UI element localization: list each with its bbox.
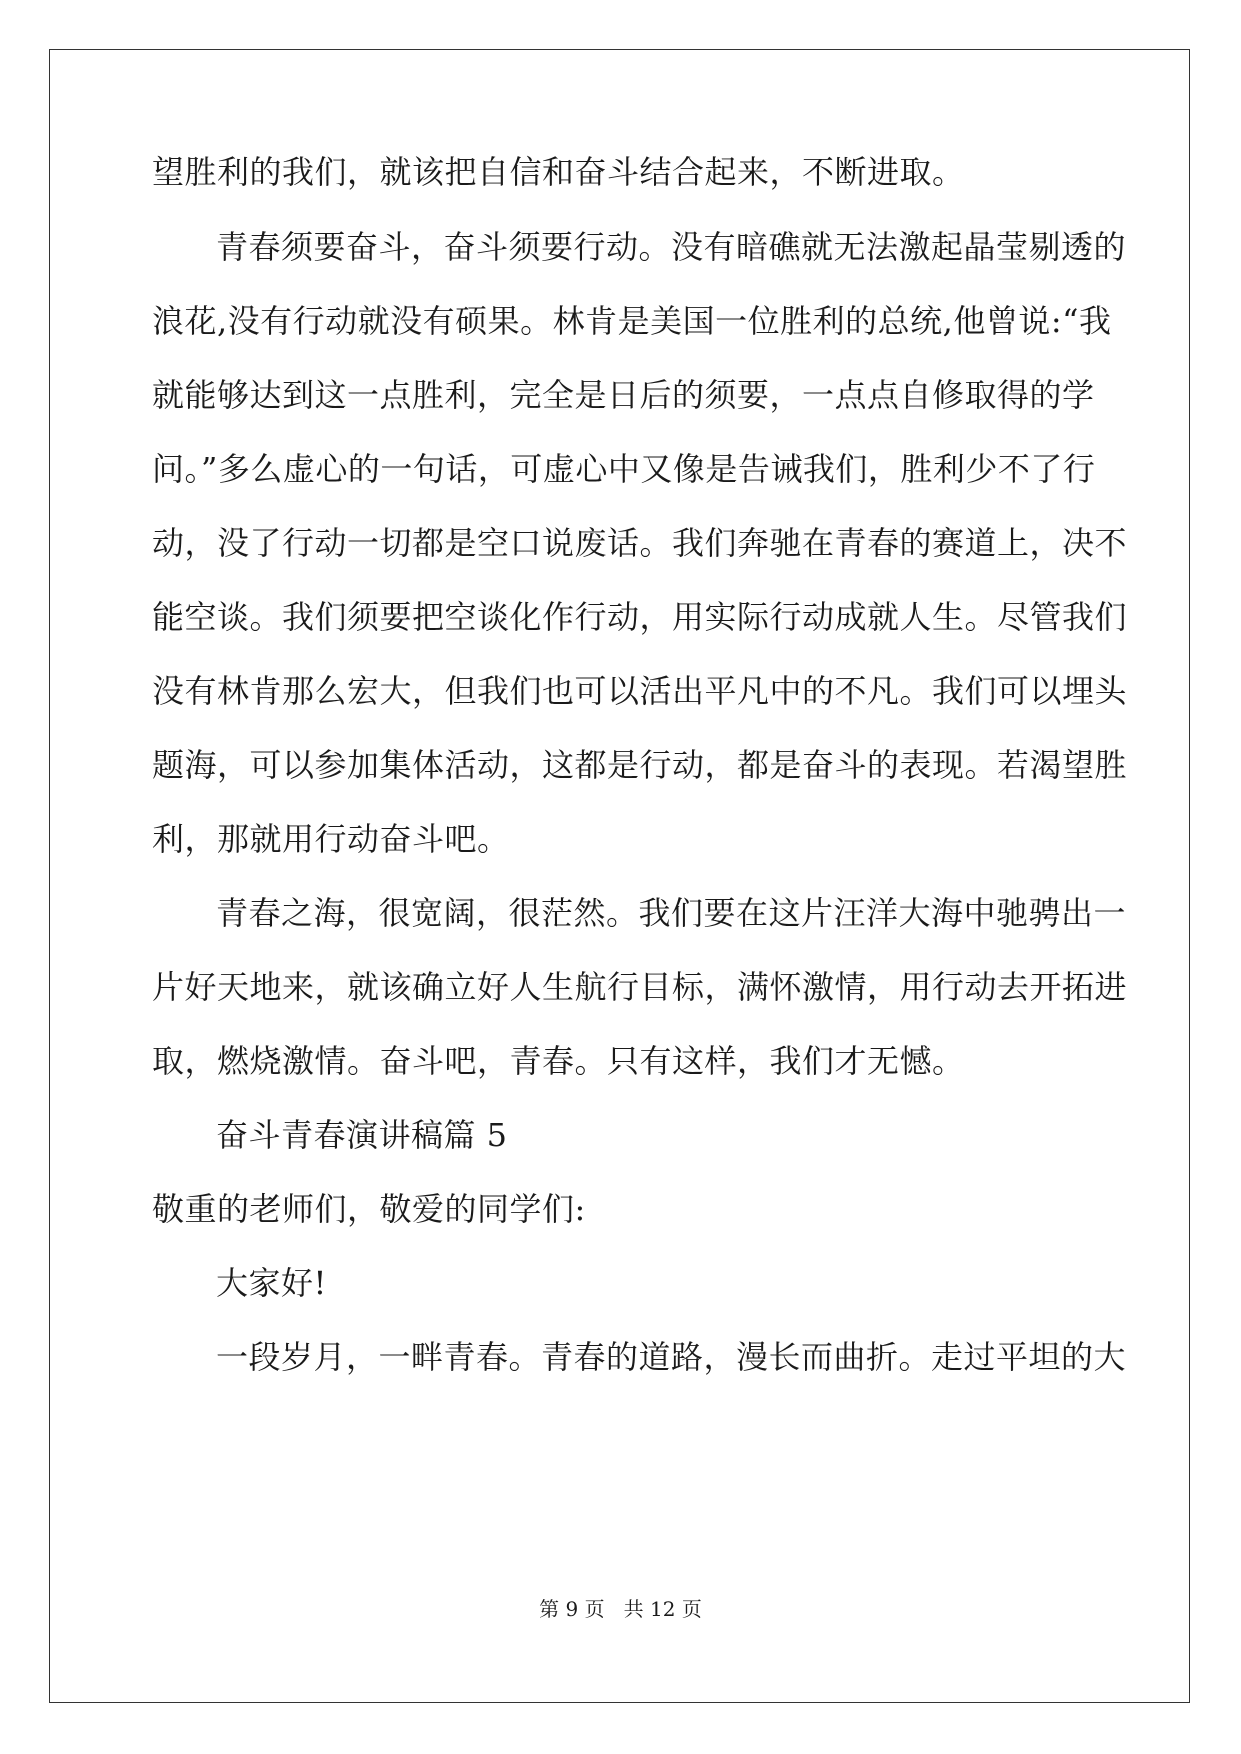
page-number-footer: 第 9 页 共 12 页 (539, 1597, 702, 1621)
text-line: 没有林肯那么宏大，但我们也可以活出平凡中的不凡。我们可以埋头 (152, 672, 1128, 710)
greeting: 大家好! (216, 1264, 327, 1302)
text-line: 能空谈。我们须要把空谈化作行动，用实际行动成就人生。尽管我们 (152, 598, 1128, 636)
text-line: 片好天地来，就该确立好人生航行目标，满怀激情，用行动去开拓进 (152, 968, 1128, 1006)
text-line: 取，燃烧激情。奋斗吧，青春。只有这样，我们才无憾。 (152, 1042, 965, 1080)
text-line: 题海，可以参加集体活动，这都是行动，都是奋斗的表现。若渴望胜 (152, 746, 1128, 784)
text-line: 就能够达到这一点胜利，完全是日后的须要，一点点自修取得的学 (152, 376, 1095, 414)
text-line: 动，没了行动一切都是空口说废话。我们奔驰在青春的赛道上，决不 (152, 524, 1128, 562)
page-border (49, 49, 1190, 1703)
paragraph-line: 青春须要奋斗，奋斗须要行动。没有暗礁就无法激起晶莹剔透的 (216, 228, 1127, 266)
salutation: 敬重的老师们，敬爱的同学们: (152, 1190, 586, 1228)
paragraph-line: 青春之海，很宽阔，很茫然。我们要在这片汪洋大海中驰骋出一 (216, 894, 1127, 932)
paragraph-line: 一段岁月，一畔青春。青春的道路，漫长而曲折。走过平坦的大 (216, 1338, 1127, 1376)
text-line: 浪花,没有行动就没有硕果。林肯是美国一位胜利的总统,他曾说:“我 (152, 302, 1112, 340)
text-line: 望胜利的我们，就该把自信和奋斗结合起来，不断进取。 (152, 153, 965, 191)
text-line: 利，那就用行动奋斗吧。 (152, 820, 510, 858)
section-heading: 奋斗青春演讲稿篇 5 (216, 1116, 508, 1154)
text-line: 问。”多么虚心的一句话，可虚心中又像是告诫我们，胜利少不了行 (152, 450, 1096, 488)
